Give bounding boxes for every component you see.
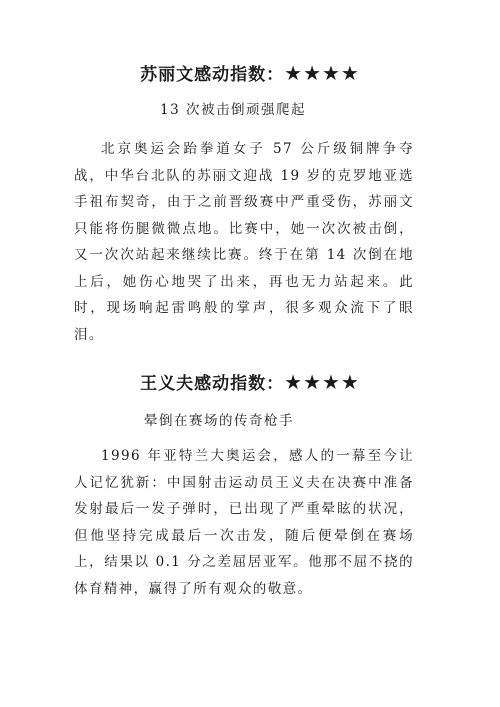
section-subtitle: 晕倒在赛场的传奇枪手	[144, 413, 294, 429]
section-title-text: 王义夫感动指数：	[140, 374, 285, 394]
star-rating: ★★★★	[284, 370, 360, 394]
section-title	[0, 60, 500, 85]
section-subtitle: 13 次被击倒顽强爬起	[160, 102, 306, 118]
star-rating: ★★★★	[284, 61, 360, 85]
section-body: 北京奥运会跆拳道女子 57 公斤级铜牌争夺战，中华台北队的苏丽文迎战 19 岁的克罗地亚选手祖布契奇，由于之前晋级赛中严重受伤，苏丽文只能将伤腿微微点地。比赛中，她一次次被击倒，又一次次站起来继续比赛。终于在第 14 次倒在地上后，她伤心地哭了出来，再也无力站起来。此时，现场响起雷鸣般的掌声，很多观众流下了眼泪。	[74, 141, 414, 343]
section-body: 1996 年亚特兰大奥运会，感人的一幕至今让人记忆犹新：中国射击运动员王义夫在决赛中准备发射最后一发子弹时，已出现了严重晕眩的状况，但他坚持完成最后一次击发，随后便晕倒在赛场上，结果以 0.1 分之差屈居亚军。他那不屈不挠的体育精神，赢得了所有观众的敬意。	[74, 448, 414, 597]
section-title	[0, 369, 500, 394]
section-title-text: 苏丽文感动指数：	[140, 65, 285, 85]
